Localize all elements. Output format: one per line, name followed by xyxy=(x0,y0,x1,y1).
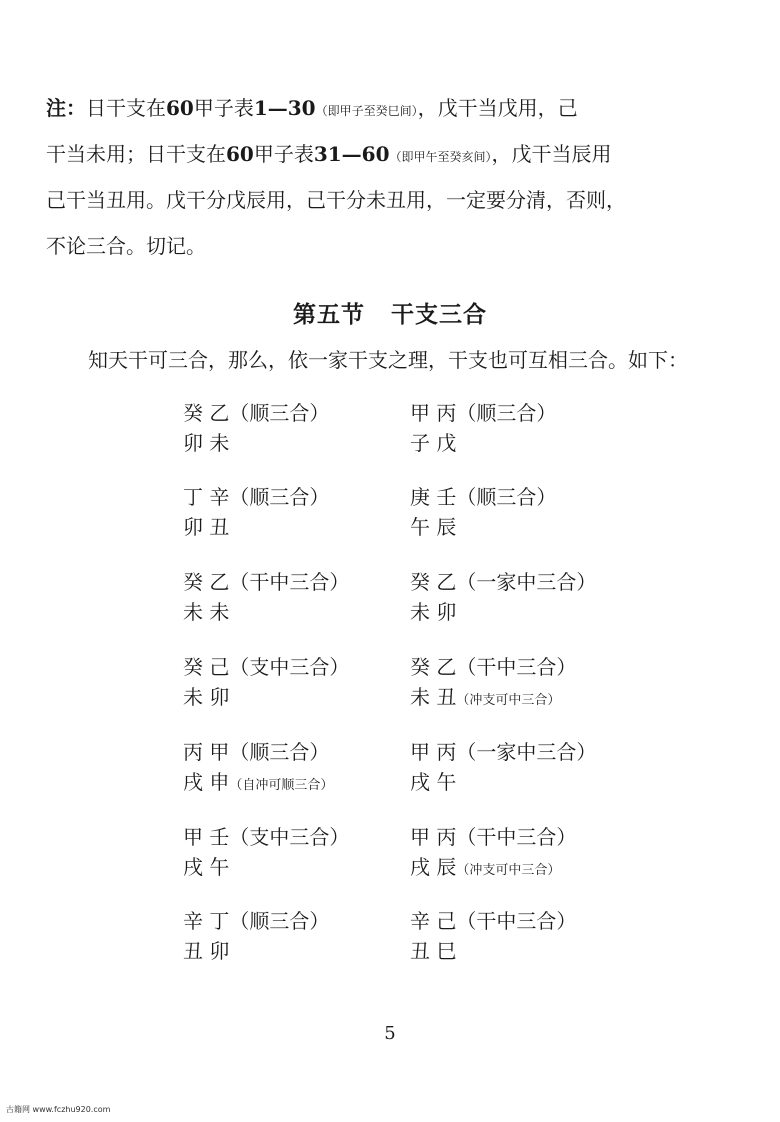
section-number: 第五节 xyxy=(293,301,365,328)
pair-stems: 丁 辛（顺三合） xyxy=(183,485,330,509)
note-range: 1—30 xyxy=(253,96,316,120)
note-text: ，戊干当戊用，己 xyxy=(417,96,578,120)
pair-branches: 卯 丑 xyxy=(183,515,230,539)
watermark-footer: 古籍网 www.fczhu920.com xyxy=(6,1105,111,1114)
pair-branches: 戌 辰 xyxy=(410,855,457,879)
intro-text: 知天干可三合，那么，依一家干支之理，干支也可互相三合。如下： xyxy=(88,348,688,372)
note-line-2 xyxy=(46,131,696,177)
pair-branches: 未 卯 xyxy=(410,600,457,624)
ganzhi-pair xyxy=(410,822,650,882)
ganzhi-pair xyxy=(183,398,423,458)
pair-stems: 甲 丙（顺三合） xyxy=(410,401,557,425)
note-line-3: 己干当丑用。戊干分戊辰用，己干分未丑用，一定要分清，否则， xyxy=(46,188,626,212)
ganzhi-pair xyxy=(410,737,650,797)
pair-stems: 甲 丙（一家中三合） xyxy=(410,740,597,764)
pair-stems: 癸 己（支中三合） xyxy=(183,655,350,679)
note-text: 甲子表 xyxy=(253,142,314,166)
pair-branches: 未 卯 xyxy=(183,685,230,709)
pair-stems: 癸 乙（一家中三合） xyxy=(410,570,597,594)
pair-stems: 癸 乙（顺三合） xyxy=(183,401,330,425)
pair-note: （冲支可中三合） xyxy=(456,863,561,878)
ganzhi-pair xyxy=(410,567,650,627)
note-text: ，戊干当辰用 xyxy=(491,142,612,166)
note-num: 60 xyxy=(166,96,194,120)
note-paragraph xyxy=(46,85,696,269)
pair-branches: 未 未 xyxy=(183,600,230,624)
pair-branches: 午 辰 xyxy=(410,515,457,539)
pair-stems: 癸 乙（干中三合） xyxy=(410,655,577,679)
note-text: 日干支在 xyxy=(86,96,166,120)
pair-stems: 丙 甲（顺三合） xyxy=(183,740,330,764)
ganzhi-pair xyxy=(410,906,650,966)
note-text: 甲子表 xyxy=(193,96,254,120)
note-annotation: （即甲子至癸巳间） xyxy=(315,104,418,118)
note-line-1 xyxy=(46,85,696,131)
note-label: 注： xyxy=(46,96,86,120)
ganzhi-pair xyxy=(410,652,650,712)
pair-stems: 辛 己（干中三合） xyxy=(410,909,577,933)
pair-stems: 辛 丁（顺三合） xyxy=(183,909,330,933)
pair-branches: 未 丑 xyxy=(410,685,457,709)
pair-branches: 丑 巳 xyxy=(410,939,457,963)
pair-note: （冲支可中三合） xyxy=(456,693,561,708)
note-line-4: 不论三合。切记。 xyxy=(46,234,206,258)
note-text: 干当未用；日干支在 xyxy=(46,142,226,166)
pair-branches: 子 戊 xyxy=(410,431,457,455)
pair-branches: 丑 卯 xyxy=(183,939,230,963)
ganzhi-pair xyxy=(183,652,423,712)
pair-branches: 戌 申 xyxy=(183,770,230,794)
ganzhi-pair xyxy=(183,482,423,542)
pair-stems: 庚 壬（顺三合） xyxy=(410,485,557,509)
pair-branches: 戌 午 xyxy=(410,770,457,794)
ganzhi-pair xyxy=(183,737,423,797)
note-annotation: （即甲午至癸亥间） xyxy=(389,150,492,164)
pair-stems: 癸 乙（干中三合） xyxy=(183,570,350,594)
pair-stems: 甲 丙（干中三合） xyxy=(410,825,577,849)
ganzhi-pair xyxy=(183,906,423,966)
section-title: 干支三合 xyxy=(391,301,487,328)
ganzhi-pair xyxy=(183,822,423,882)
note-num: 60 xyxy=(226,142,254,166)
ganzhi-pair xyxy=(410,482,650,542)
pair-stems: 甲 壬（支中三合） xyxy=(183,825,350,849)
pair-branches: 戌 午 xyxy=(183,855,230,879)
page-number: 5 xyxy=(384,1023,396,1044)
ganzhi-pair xyxy=(410,398,650,458)
section-heading xyxy=(0,296,780,329)
note-range: 31—60 xyxy=(313,142,390,166)
ganzhi-pair xyxy=(183,567,423,627)
pair-branches: 卯 未 xyxy=(183,431,230,455)
pair-note: （自冲可顺三合） xyxy=(229,778,334,793)
